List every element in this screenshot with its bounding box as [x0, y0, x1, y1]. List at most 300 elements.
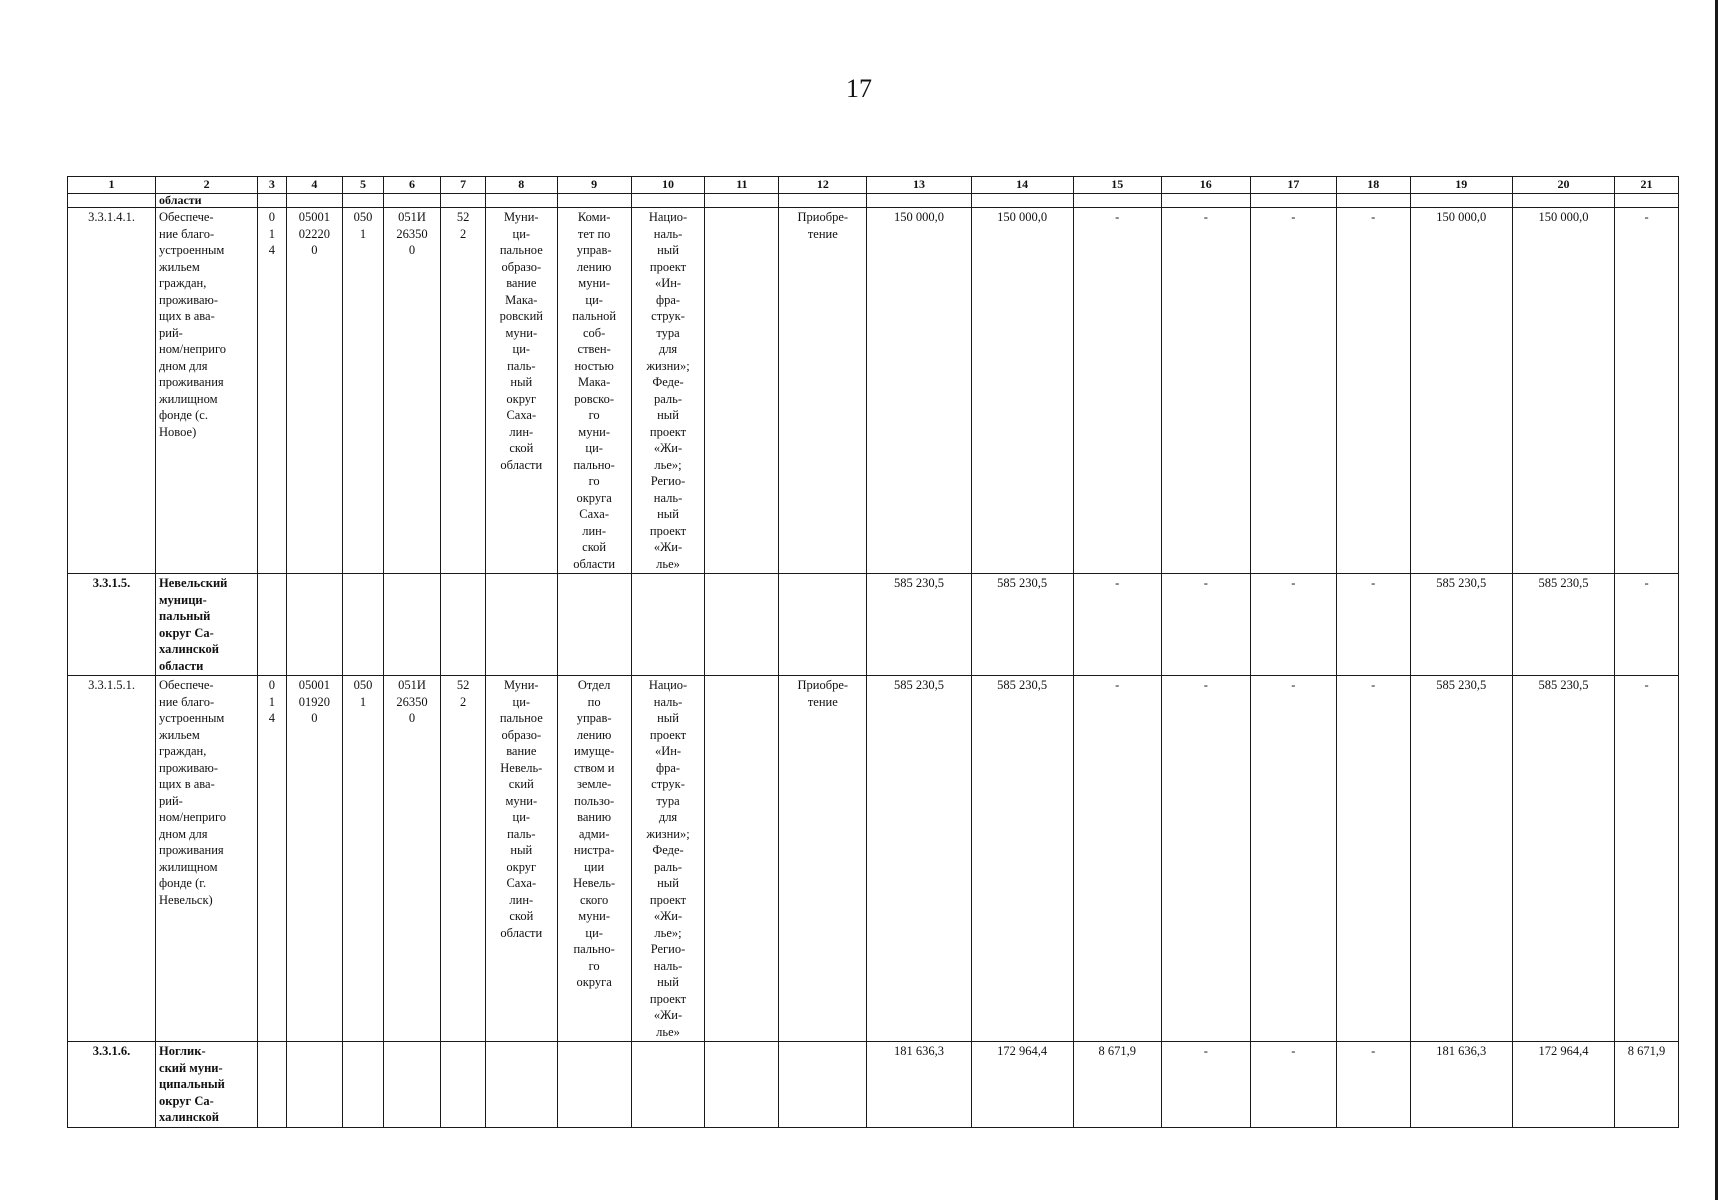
cell-col-10 [631, 574, 705, 676]
cell-text-line: Муни- [503, 678, 539, 692]
cell-col-2 [156, 676, 258, 1042]
cell-text-line: 051И [398, 678, 426, 692]
cell-text-line: округ [506, 391, 537, 406]
cell-text-line: Отдел [577, 678, 611, 692]
cell-text-line: Нацио- [648, 210, 688, 224]
cell-col-21: - [1615, 574, 1679, 676]
cell-text-line: ние благо- [159, 694, 215, 709]
cell-text-line: 02220 [298, 226, 331, 241]
cell-col-20: 172 964,4 [1512, 1042, 1614, 1128]
cell-text-line: 0 [268, 210, 276, 224]
cell-col-6 [383, 574, 441, 676]
cell-text-line: лению [576, 727, 612, 742]
cell-text-line: ный [657, 975, 679, 989]
cell-text-line: го [588, 958, 600, 973]
cell-col-12 [779, 676, 867, 1042]
cell-text-line: дном для [159, 826, 208, 841]
cell-text-line: 01920 [298, 694, 331, 709]
cell-col-17: - [1250, 208, 1336, 574]
cell-col-8 [485, 208, 557, 574]
cell-text-line: 4 [268, 711, 276, 725]
cell-col-16: - [1161, 1042, 1250, 1128]
cell-text-line: области [500, 925, 543, 940]
cell-text-line: нистра- [573, 843, 615, 857]
cell-text-line: 0 [311, 711, 318, 725]
cell-text-line: Феде- [652, 375, 684, 389]
cell-col-14: 585 230,5 [971, 574, 1073, 676]
cell-text-line: тура [656, 325, 680, 340]
cell-col-5 [343, 574, 383, 676]
header-cell: 12 [779, 177, 867, 194]
cell-text-line: ный [510, 843, 533, 857]
cell-text-line: дном для [159, 358, 208, 373]
header-cell: 14 [971, 177, 1073, 194]
cell-col-12 [779, 208, 867, 574]
header-cell: 8 [485, 177, 557, 194]
cell-text-line: проект [649, 523, 687, 538]
header-cell: 3 [258, 177, 286, 194]
cell-col-17: - [1250, 676, 1336, 1042]
cell-text-line: лье» [656, 1024, 680, 1039]
cell-text-line: проект [649, 259, 687, 274]
cell-text-line: Саха- [506, 408, 537, 422]
cell-text-line: щих в ава- [159, 777, 215, 791]
cell-col-16: - [1161, 574, 1250, 676]
cell-col-18: - [1336, 676, 1410, 1042]
cell-text-line: по [587, 694, 601, 709]
cell-text-line: лье» [656, 556, 680, 571]
cell-col-6 [383, 208, 441, 574]
cell-text-line: округ Са- [159, 1093, 214, 1108]
table-row [68, 676, 1679, 1042]
cell-text-line: 1 [268, 694, 276, 709]
cell-text-line: ровско- [574, 391, 615, 406]
cell-text-line: наль- [653, 490, 683, 505]
cell-col-4 [286, 676, 343, 1042]
cell-text-line: муни- [505, 793, 538, 808]
cell-text-line: ванию [577, 810, 612, 824]
cell-text-line: ный [657, 507, 679, 521]
cell-text-line: фра- [655, 760, 681, 775]
cell-text-line: тение [807, 694, 838, 709]
header-cell: 16 [1161, 177, 1250, 194]
cell-text-line: жизни»; [646, 358, 690, 373]
cell-col-8 [485, 676, 557, 1042]
cell-col-4 [286, 1042, 343, 1128]
cell-col-6 [383, 676, 441, 1042]
cell-text-line: управ- [576, 711, 612, 725]
cell-text-line: округа [576, 490, 612, 505]
cell-text-line: ский муни- [159, 1060, 223, 1075]
cell-text-line: «Жи- [653, 441, 683, 455]
cell-col-9 [557, 1042, 631, 1128]
cell-text-line: округ Са- [159, 625, 214, 640]
cell-text-line: Мака- [578, 375, 611, 389]
cell-text-line: щих в ава- [159, 309, 215, 323]
cell-text-line: 05001 [298, 210, 331, 224]
cell-text-line: 0 [408, 243, 416, 257]
cell-text-line: вание [506, 276, 537, 290]
cell-col-18: - [1336, 1042, 1410, 1128]
cell-text-line: 05001 [298, 678, 331, 692]
cell-col-1: 3.3.1.5. [68, 574, 156, 676]
header-cell: 2 [156, 177, 258, 194]
cell-text-line: ный [657, 408, 679, 422]
cell-text-line: пальной [572, 309, 617, 323]
cell-col-5 [343, 208, 383, 574]
cell-text-line: пально- [573, 942, 615, 956]
cell-col-11 [705, 676, 779, 1042]
cell-text-line: области [500, 457, 543, 472]
cell-col-9 [557, 676, 631, 1042]
cell-col-3 [258, 574, 286, 676]
cell-text-line: для [658, 342, 678, 356]
cell-text-line: ского [579, 892, 609, 907]
cell-text-line: 050 [353, 678, 373, 692]
cell-text-line: Феде- [652, 843, 684, 857]
cell-text-line: го [588, 474, 600, 488]
cell-col-13: 181 636,3 [867, 1042, 971, 1128]
cell-text-line: ский [508, 777, 534, 791]
cell-text-line: ципальный [159, 1077, 225, 1091]
cell-text-line: устроенным [159, 711, 225, 725]
cell-col-4 [286, 208, 343, 574]
cell-text-line: для [658, 810, 678, 824]
cell-text-line: лин- [509, 424, 534, 439]
cell-text-line: муници- [159, 592, 207, 607]
cell-text-line: пальный [159, 609, 211, 623]
cell-text-line: муни- [578, 909, 610, 923]
cell-text-line: паль- [507, 826, 536, 841]
cell-col-5 [343, 676, 383, 1042]
header-cell: 10 [631, 177, 705, 194]
cell-col-19: 585 230,5 [1410, 676, 1512, 1042]
cell-text-line: ном/неприго [159, 810, 227, 824]
cell-col-6 [383, 1042, 441, 1128]
cell-text-line: ние благо- [159, 226, 215, 241]
table-body [68, 208, 1679, 1128]
cell-col-16: - [1161, 676, 1250, 1042]
cell-col-13: 150 000,0 [867, 208, 971, 574]
cell-col-17: - [1250, 574, 1336, 676]
cell-col-11 [705, 1042, 779, 1128]
cell-col-2 [156, 1042, 258, 1128]
cell-text-line: рий- [159, 325, 183, 340]
cell-text-line: проект [649, 424, 687, 439]
cell-text-line: 52 [456, 210, 470, 224]
cell-text-line: проживания [159, 843, 224, 857]
cell-text-line: устроенным [159, 243, 225, 257]
cell-text-line: лин- [582, 523, 607, 538]
cell-text-line: ци- [585, 441, 603, 455]
cell-text-line: Обеспече- [159, 678, 214, 692]
cell-text-line: 1 [268, 226, 276, 241]
cell-col-18: - [1336, 208, 1410, 574]
cell-col-7 [441, 1042, 486, 1128]
header-cell: 6 [383, 177, 441, 194]
cell-col-17: - [1250, 1042, 1336, 1128]
cell-text-line: вание [506, 744, 537, 758]
cell-text-line: жилищном [159, 391, 218, 406]
cell-text-line: паль- [507, 358, 536, 373]
cell-col-15: - [1073, 676, 1161, 1042]
cell-text-line: 1 [359, 694, 367, 709]
cell-text-line: лье»; [654, 457, 682, 472]
cell-text-line: халинской [159, 1110, 219, 1124]
cell-text-line: Обеспече- [159, 210, 214, 224]
cell-col-8 [485, 1042, 557, 1128]
cell-text-line: ци- [512, 694, 531, 709]
cell-col-15: - [1073, 208, 1161, 574]
cell-text-line: тет по [577, 226, 611, 241]
cell-text-line: земле- [576, 777, 612, 791]
cell-text-line: образо- [501, 259, 542, 274]
cell-col-14: 172 964,4 [971, 1042, 1073, 1128]
cell-text-line: ции [584, 859, 605, 874]
cell-text-line: округа [576, 975, 612, 989]
header-cell: 11 [705, 177, 779, 194]
cell-text-line: «Ин- [654, 276, 682, 290]
cell-text-line: Коми- [577, 210, 611, 224]
cell-col-7 [441, 676, 486, 1042]
cell-text-line: 2 [459, 694, 467, 709]
cell-text-line: проживаю- [159, 760, 219, 775]
cell-text-line: Невельск) [159, 892, 213, 907]
cell-text-line: 26350 [396, 226, 428, 241]
cell-text-line: лин- [509, 892, 534, 907]
cell-col-13: 585 230,5 [867, 676, 971, 1042]
cell-col-2 [156, 208, 258, 574]
cell-text-line: Приобре- [797, 678, 849, 692]
cell-text-line: тура [656, 793, 680, 808]
cell-text-line: 051И [398, 210, 426, 224]
cell-text-line: фонде (г. [159, 876, 207, 890]
cell-text-line: ской [509, 441, 534, 455]
cell-text-line: 52 [456, 678, 470, 692]
header-cell: 21 [1615, 177, 1679, 194]
cell-col-14: 150 000,0 [971, 208, 1073, 574]
cell-col-13: 585 230,5 [867, 574, 971, 676]
cell-text-line: «Жи- [653, 1008, 683, 1022]
header-cell: 19 [1410, 177, 1512, 194]
cell-text-line: Невель- [573, 876, 616, 890]
cell-text-line: адми- [578, 826, 610, 841]
cell-text-line: Саха- [506, 876, 537, 890]
cell-col-12 [779, 574, 867, 676]
cell-text-line: наль- [653, 226, 683, 241]
cell-text-line: Приобре- [797, 210, 849, 224]
cell-text-line: 2 [459, 226, 467, 241]
cell-text-line: наль- [653, 958, 683, 973]
cell-text-line: струк- [651, 777, 685, 791]
cell-col-16: - [1161, 208, 1250, 574]
cell-text-line: муни- [578, 424, 610, 439]
cell-text-line: Регио- [650, 474, 686, 488]
cell-text-line: ный [657, 876, 679, 890]
cell-text-line: граждан, [159, 276, 207, 290]
cell-text-line: Мака- [505, 292, 538, 307]
cell-text-line: 26350 [396, 694, 428, 709]
cell-col-19: 150 000,0 [1410, 208, 1512, 574]
cell-col-7 [441, 208, 486, 574]
header-cell: 15 [1073, 177, 1161, 194]
cell-text-line: проживания [159, 375, 224, 389]
cell-col-8 [485, 574, 557, 676]
cell-text-line: го [588, 408, 600, 422]
header-cell: 17 [1250, 177, 1336, 194]
budget-table-wrapper [67, 176, 1679, 1128]
cell-text-line: Невельский [159, 576, 228, 590]
table-row [68, 1042, 1679, 1128]
cell-text-line: ци- [512, 226, 531, 241]
cell-text-line: 0 [311, 243, 318, 257]
cell-text-line: пользо- [574, 793, 615, 808]
cell-col-20: 150 000,0 [1512, 208, 1614, 574]
cell-text-line: ствен- [577, 342, 611, 356]
cell-text-line: управ- [576, 243, 612, 257]
header-cell: 1 [68, 177, 156, 194]
header-cell: 9 [557, 177, 631, 194]
cell-text-line: фонде (с. [159, 408, 208, 422]
cell-text-line: 0 [268, 678, 276, 692]
cell-col-19: 585 230,5 [1410, 574, 1512, 676]
cell-text-line: 0 [408, 711, 416, 725]
cell-text-line: ный [657, 243, 679, 257]
budget-table [67, 176, 1679, 1128]
cell-text-line: жильем [159, 727, 200, 742]
cell-text-line: ный [657, 711, 679, 725]
cell-text-line: образо- [501, 727, 542, 742]
cell-text-line: жизни»; [646, 826, 690, 841]
cell-text-line: ской [582, 540, 607, 554]
cell-text-line: муни- [578, 276, 610, 290]
cell-col-11 [705, 574, 779, 676]
cell-text-line: «Жи- [653, 909, 683, 923]
cell-col-21: - [1615, 208, 1679, 574]
cell-text-line: проект [649, 727, 687, 742]
cell-text-line: халинской [159, 642, 219, 656]
cell-col-3 [258, 1042, 286, 1128]
cell-col-1: 3.3.1.4.1. [68, 208, 156, 574]
cell-text-line: пально- [573, 457, 615, 472]
cell-text-line: ци- [512, 810, 531, 824]
cell-text-line: граждан, [159, 744, 207, 758]
cell-text-line: ци- [585, 925, 603, 940]
cell-text-line: тение [807, 226, 838, 241]
cell-col-19: 181 636,3 [1410, 1042, 1512, 1128]
header-cell: 7 [441, 177, 486, 194]
header-cell: 20 [1512, 177, 1614, 194]
cell-text-line: области [573, 556, 616, 571]
cell-text-line: струк- [651, 309, 685, 323]
cell-text-line: Саха- [579, 507, 609, 521]
cell-text-line: ци- [585, 292, 603, 307]
cell-text-line: фра- [655, 292, 681, 307]
cell-col-20: 585 230,5 [1512, 574, 1614, 676]
cell-text-line: пальное [499, 711, 543, 725]
cell-col-1: 3.3.1.6. [68, 1042, 156, 1128]
cell-col-2 [156, 574, 258, 676]
cell-text-line: 4 [268, 243, 276, 257]
cell-col-10 [631, 1042, 705, 1128]
cell-col-10 [631, 208, 705, 574]
cell-col-9 [557, 574, 631, 676]
page-number: 17 [846, 74, 872, 103]
cell-text-line: рий- [159, 793, 183, 808]
cell-text-line: «Жи- [653, 540, 683, 554]
cell-text-line: наль- [653, 694, 683, 709]
cell-text-line: Нацио- [648, 678, 688, 692]
cell-text-line: муни- [505, 325, 538, 340]
header-cell: 5 [343, 177, 383, 194]
cell-text-line: пальное [499, 243, 543, 257]
cell-text-line: области [159, 658, 204, 673]
cell-text-line: соб- [582, 325, 606, 340]
cell-text-line: «Ин- [654, 744, 682, 758]
cell-text-line: ровский [499, 309, 543, 323]
continuation-text: области [156, 194, 258, 208]
cell-text-line: лье»; [654, 925, 682, 940]
table-row [68, 574, 1679, 676]
cell-text-line: ством и [573, 760, 615, 775]
table-row [68, 208, 1679, 574]
cell-text-line: проживаю- [159, 292, 219, 307]
cell-text-line: ци- [512, 342, 531, 356]
cell-col-5 [343, 1042, 383, 1128]
cell-text-line: 050 [353, 210, 373, 224]
cell-text-line: лению [576, 259, 612, 274]
cell-text-line: раль- [654, 859, 683, 874]
cell-col-3 [258, 208, 286, 574]
cell-col-14: 585 230,5 [971, 676, 1073, 1042]
cell-text-line: округ [506, 859, 537, 874]
cell-text-line: 1 [359, 226, 367, 241]
cell-col-15: 8 671,9 [1073, 1042, 1161, 1128]
cell-text-line: ской [509, 909, 534, 923]
header-cell: 13 [867, 177, 971, 194]
cell-text-line: ный [510, 375, 533, 389]
cell-text-line: проект [649, 991, 687, 1006]
cell-col-7 [441, 574, 486, 676]
cell-text-line: Регио- [650, 942, 686, 956]
cell-col-21: - [1615, 676, 1679, 1042]
cell-col-11 [705, 208, 779, 574]
cell-col-9 [557, 208, 631, 574]
cell-text-line: Невель- [500, 760, 543, 775]
cell-text-line: Ноглик- [159, 1044, 206, 1058]
cell-col-4 [286, 574, 343, 676]
cell-text-line: имуще- [574, 744, 615, 758]
cell-col-20: 585 230,5 [1512, 676, 1614, 1042]
cell-text-line: Новое) [159, 424, 197, 439]
cell-col-10 [631, 676, 705, 1042]
continuation-row [68, 194, 1679, 208]
header-cell: 18 [1336, 177, 1410, 194]
cell-text-line: Муни- [503, 210, 539, 224]
header-cell: 4 [286, 177, 343, 194]
cell-col-15: - [1073, 574, 1161, 676]
cell-text-line: ном/неприго [159, 342, 227, 356]
cell-col-12 [779, 1042, 867, 1128]
cell-col-3 [258, 676, 286, 1042]
cell-text-line: раль- [654, 391, 683, 406]
table-header-row [68, 177, 1679, 194]
cell-text-line: жилищном [159, 859, 218, 874]
cell-col-1: 3.3.1.5.1. [68, 676, 156, 1042]
cell-col-18: - [1336, 574, 1410, 676]
cell-text-line: ностью [574, 358, 614, 373]
cell-col-21: 8 671,9 [1615, 1042, 1679, 1128]
